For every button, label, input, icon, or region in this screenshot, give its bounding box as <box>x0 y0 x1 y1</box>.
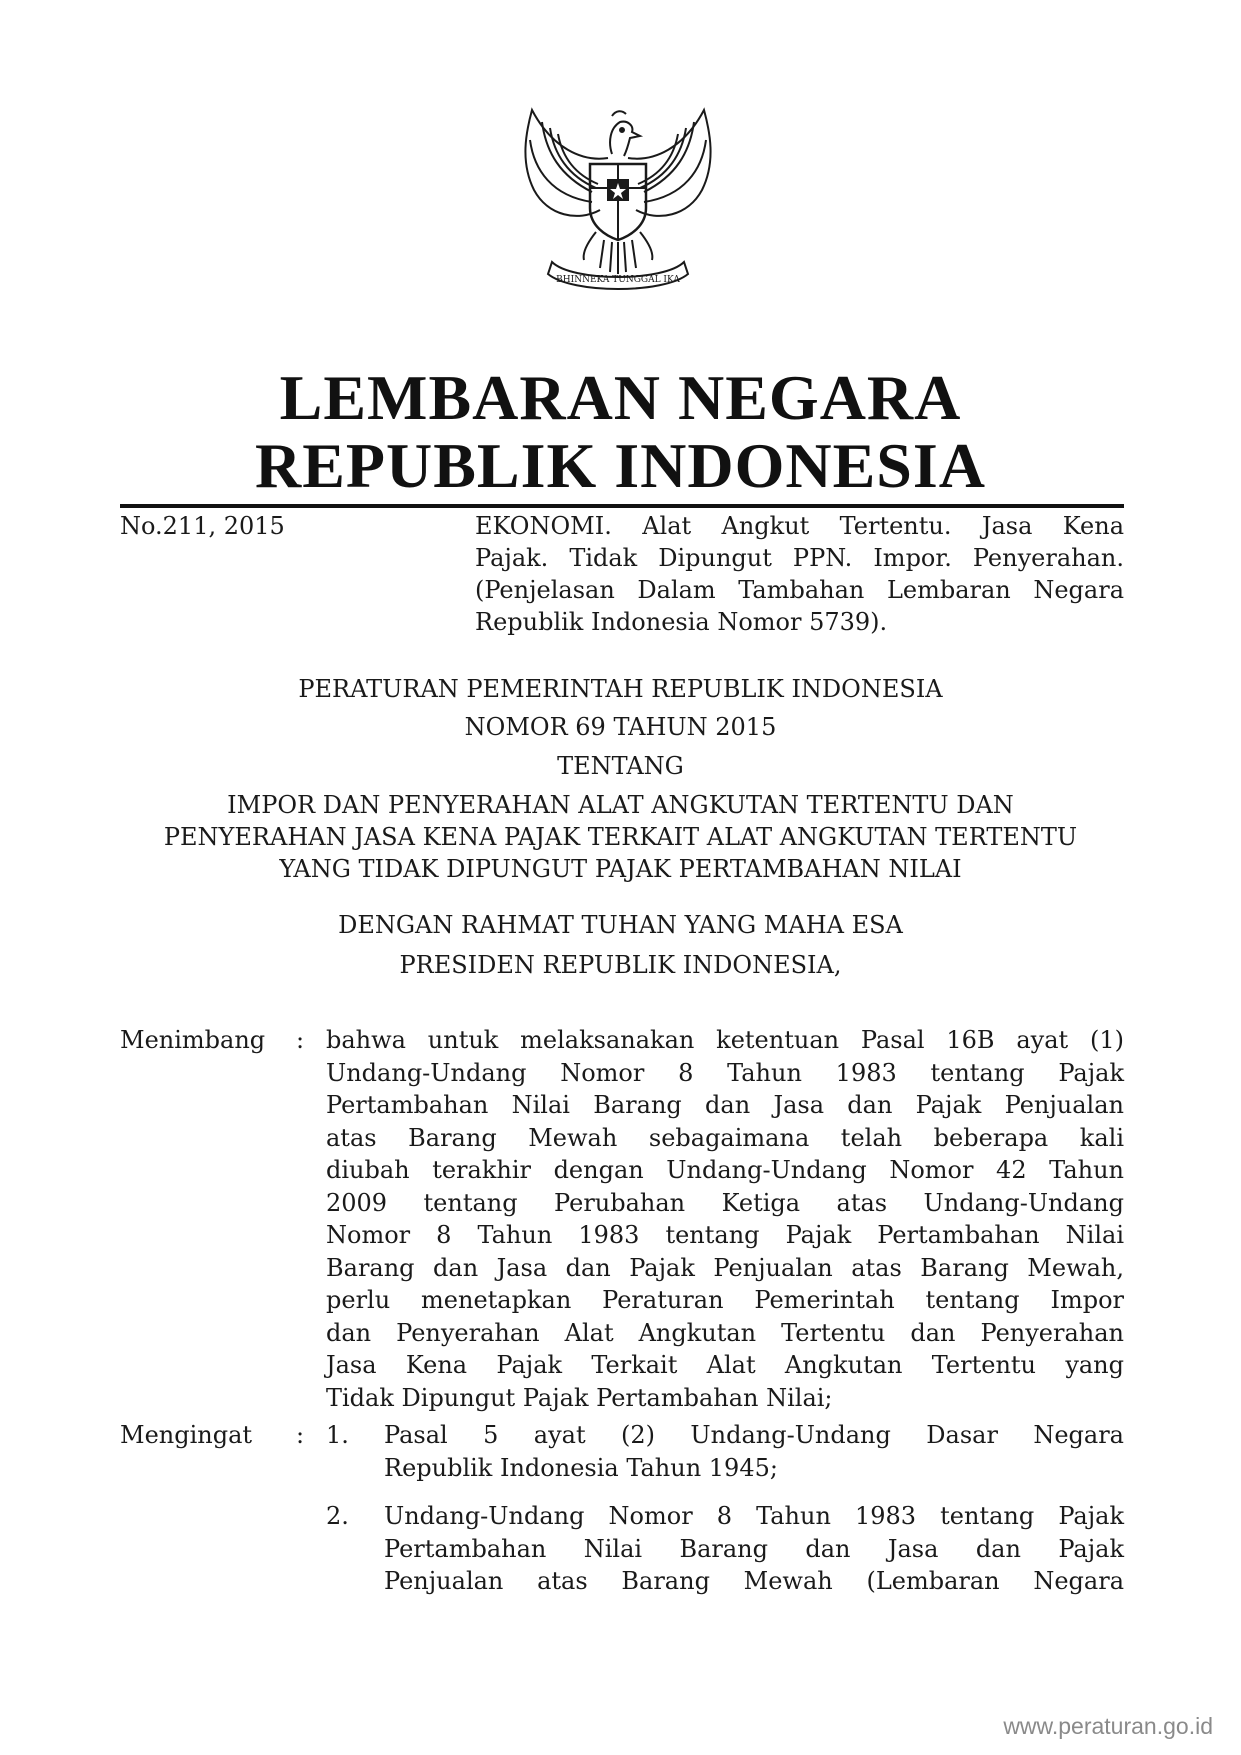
menimbang-line: Barang dan Jasa dan Pajak Penjualan atas Barang Mewah, <box>326 1253 1124 1282</box>
emblem-motto: BHINNEKA TUNGGAL IKA <box>556 275 680 285</box>
menimbang-line: Tidak Dipungut Pajak Pertambahan Nilai; <box>326 1383 833 1412</box>
regulation-subject-line: YANG TIDAK DIPUNGUT PAJAK PERTAMBAHAN NILAI <box>279 855 962 883</box>
menimbang-line: diubah terakhir dengan Undang-Undang Nomor 42 Tahun <box>326 1156 1124 1184</box>
mengingat-item <box>384 1500 1124 1598</box>
menimbang-line: Pertambahan Nilai Barang dan Jasa dan Pajak Penjualan <box>326 1091 1124 1119</box>
summary-line: (Penjelasan Dalam Tambahan Lembaran Negara <box>475 576 1124 604</box>
menimbang-label: Menimbang <box>120 1026 266 1054</box>
mengingat-item-line: Undang-Undang Nomor 8 Tahun 1983 tentang Pajak <box>384 1502 1124 1530</box>
menimbang-line: Jasa Kena Pajak Terkait Alat Angkutan Tertentu yang <box>326 1351 1124 1379</box>
regulation-about: TENTANG <box>557 752 684 780</box>
menimbang-line: perlu menetapkan Peraturan Pemerintah tentang Impor <box>326 1286 1124 1314</box>
gazette-title-line2: REPUBLIK INDONESIA <box>254 430 987 501</box>
regulation-subject-line: PENYERAHAN JASA KENA PAJAK TERKAIT ALAT ANGKUTAN TERTENTU <box>163 823 1078 851</box>
mengingat-label: Mengingat <box>120 1421 253 1449</box>
header-divider <box>120 504 1124 508</box>
menimbang-colon: : <box>296 1026 305 1054</box>
regulation-subject-line: IMPOR DAN PENYERAHAN ALAT ANGKUTAN TERTENTU DAN <box>227 791 1014 819</box>
menimbang-text <box>326 1024 1124 1414</box>
regulation-number: NOMOR 69 TAHUN 2015 <box>464 713 777 741</box>
mengingat-item-number: 2. <box>326 1502 349 1530</box>
issuer: PRESIDEN REPUBLIK INDONESIA, <box>399 951 842 979</box>
regulation-type: PERATURAN PEMERINTAH REPUBLIK INDONESIA <box>298 675 943 703</box>
menimbang-line: atas Barang Mewah sebagaimana telah beberapa kali <box>326 1123 1124 1152</box>
summary-line: EKONOMI. Alat Angkut Tertentu. Jasa Kena <box>475 512 1124 540</box>
mengingat-item <box>384 1419 1124 1484</box>
gazette-number: No.211, 2015 <box>120 512 285 540</box>
menimbang-line: bahwa untuk melaksanakan ketentuan Pasal 16B ayat (1) <box>326 1026 1124 1054</box>
summary-line: Pajak. Tidak Dipungut PPN. Impor. Penyerahan. <box>475 544 1124 572</box>
footer-url: www.peraturan.go.id <box>1003 1713 1213 1739</box>
menimbang-line: Undang-Undang Nomor 8 Tahun 1983 tentang Pajak <box>326 1058 1124 1087</box>
summary-line: Republik Indonesia Nomor 5739). <box>475 608 888 636</box>
menimbang-line: Nomor 8 Tahun 1983 tentang Pajak Pertambahan Nilai <box>326 1221 1124 1249</box>
mengingat-item-line: Penjualan atas Barang Mewah (Lembaran Negara <box>384 1567 1124 1595</box>
mengingat-item-line: Pasal 5 ayat (2) Undang-Undang Dasar Negara <box>384 1421 1124 1449</box>
gazette-summary <box>475 510 1124 638</box>
mengingat-item-line: Republik Indonesia Tahun 1945; <box>384 1453 778 1482</box>
gazette-title: LEMBARAN NEGARA <box>279 362 962 433</box>
mengingat-item-line: Pertambahan Nilai Barang dan Jasa dan Pajak <box>384 1534 1124 1563</box>
menimbang-line: dan Penyerahan Alat Angkutan Tertentu dan Penyerahan <box>326 1318 1124 1347</box>
menimbang-line: 2009 tentang Perubahan Ketiga atas Undang-Undang <box>326 1188 1124 1217</box>
mengingat-item-number: 1. <box>326 1421 349 1449</box>
invocation: DENGAN RAHMAT TUHAN YANG MAHA ESA <box>338 911 903 939</box>
garuda-emblem-icon <box>512 92 724 304</box>
mengingat-colon: : <box>296 1421 305 1449</box>
